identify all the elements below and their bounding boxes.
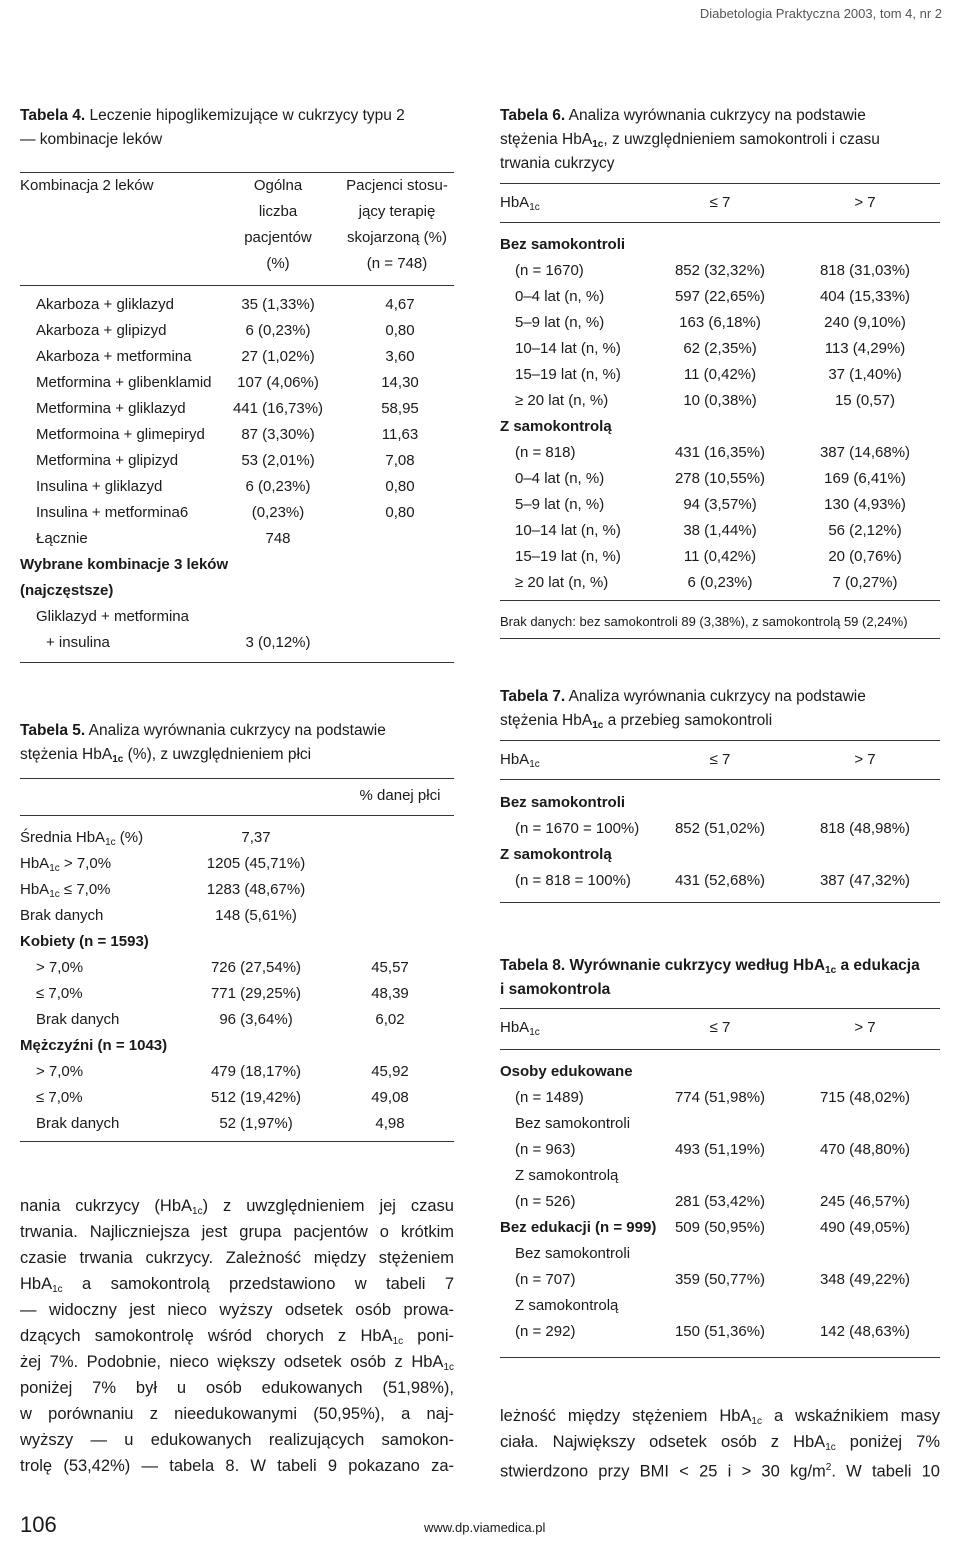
table4-row-share: 58,95 [381,400,419,417]
table8-title-text: Wyrównanie cukrzycy według HbA [565,957,826,974]
table5-row-value: 726 (27,54%) [210,959,302,976]
table6-row-v1: 11 (0,42%) [683,548,757,565]
table8-row-v1: 493 (51,19%) [674,1141,766,1158]
table4-title-label: Tabela 4. [20,107,86,124]
table6-row-v1: 94 (3,57%) [683,496,757,513]
table6-row-v2: 818 (31,03%) [819,262,911,279]
subscript: 1c [592,720,604,731]
table8-col0-text: HbA [500,1019,530,1036]
table8-row-v1: 774 (51,98%) [674,1089,766,1106]
table6-row-v2: 240 (9,10%) [824,314,906,331]
table6-title-label: Tabela 6. [500,107,566,124]
subscript: 1c [529,1027,540,1038]
table4-row-count: 35 (1,33%) [241,296,315,313]
page-number: 106 [20,1512,57,1537]
table8-row-label: (n = 707) [515,1271,576,1288]
table4-row-label: Insulina + metformina6 [36,504,189,521]
subscript: 1c [105,837,116,848]
table6-footnote: Brak danych: bez samokontroli 89 (3,38%), z samokontrolą 59 (2,24%) [500,614,908,629]
table7-col0-text: HbA [500,751,530,768]
table6-header-rule [500,222,940,223]
table5-row-label-text: HbA [20,855,50,872]
paragraph-line: w porównaniu z nieedukowanymi (50,95%), a naj- [20,1405,454,1423]
table7-title-label: Tabela 7. [500,688,566,705]
table4-row-share: 0,80 [385,322,415,339]
table5-row-share: 4,98 [375,1115,405,1132]
table6-row-label: 5–9 lat (n, %) [515,314,605,331]
table6-col0-header [500,194,540,212]
subscript: 1c [49,863,60,874]
table8-col1-header: ≤ 7 [709,1019,731,1036]
table6-row-v2: 7 (0,27%) [832,574,898,591]
table8-col2-header: > 7 [854,1019,876,1036]
body-paragraph-right [500,1403,940,1485]
table4-bottom-rule [20,662,454,663]
table4-section-label: (najczęstsze) [20,582,114,599]
paragraph-line: trolę (53,42%) — tabela 8. W tabeli 9 pokazano za- [20,1457,454,1475]
table8-row-v1: 359 (50,77%) [674,1271,766,1288]
table7-row-v1: 852 (51,02%) [674,820,766,837]
subscript: 1c [529,202,540,213]
table8-title-label: Tabela 8. [500,957,566,974]
table6-row-label: Z samokontrolą [500,418,612,435]
table4-col3-header: jący terapię [358,203,436,220]
table5-row-label [20,829,143,847]
table4-combo-label: Gliklazyd + metformina [36,608,189,625]
table4-col2-header: (%) [266,255,290,272]
table4-row-share: 0,80 [385,504,415,521]
table8-row-v2: 142 (48,63%) [819,1323,911,1340]
subscript: 1c [49,889,60,900]
table8-row-v2: 245 (46,57%) [819,1193,911,1210]
table5-row-value: 771 (29,25%) [210,985,302,1002]
table6-title-text: stężenia HbA [500,131,593,148]
table8-title-text: i samokontrola [500,981,611,998]
table5-bottom-rule [20,1141,454,1142]
paragraph-line: stwierdzono przy BMI < 25 i > 30 $kg/m^2$. W tabeli 10 [500,1462,940,1481]
table5-row-label-text: ≤ 7,0% [59,881,111,898]
table4-row-count: 53 (2,01%) [241,452,315,469]
table5-row-label: Brak danych [36,1011,120,1028]
table6-row-v2: 130 (4,93%) [824,496,906,513]
table4-col3-header: skojarzoną (%) [346,229,448,246]
table8-bottom-rule [500,1357,940,1358]
table6-row-v1: 597 (22,65%) [674,288,766,305]
table7-title-text: Analiza wyrównania cukrzycy na podstawie [565,688,866,705]
table5-row-value: 1283 (48,67%) [206,881,306,898]
subscript: 1c [529,759,540,770]
table7-row-v2: 818 (48,98%) [819,820,911,837]
table5-row-label: ≤ 7,0% [36,985,83,1002]
table6-row-label: 5–9 lat (n, %) [515,496,605,513]
table5-title [20,719,460,767]
body-paragraph-left [20,1193,454,1479]
table6-row-label: (n = 1670) [515,262,584,279]
subscript: 1c [112,754,124,765]
table4-section-label: Wybrane kombinacje 3 leków [20,556,229,573]
table5-row-value: 52 (1,97%) [219,1115,293,1132]
table4-row-count: 441 (16,73%) [232,400,324,417]
paragraph-line: ciała. Największy odsetek osób z HbA$_{1c}$ poniżej 7% [500,1433,940,1453]
table5-row-share: 45,57 [371,959,409,976]
table6-row-v2: 15 (0,57) [834,392,896,409]
table6-row-label: 10–14 lat (n, %) [515,522,621,539]
table5-title-text: Analiza wyrównania cukrzycy na podstawie [85,722,386,739]
table8-row-label: Bez samokontroli [515,1115,631,1132]
table4-combo-value: 3 (0,12%) [245,634,311,651]
table4-row-label: Insulina + gliklazyd [36,478,163,495]
paragraph-line: leżność między stężeniem HbA$_{1c}$ a wskaźnikiem masy [500,1407,940,1427]
table4-row-share: 7,08 [385,452,415,469]
table4-row-label: Łącznie [36,530,88,547]
table5-row-label [20,855,111,873]
table4-row-count: 107 (4,06%) [237,374,319,391]
table4-title-text: — kombinacje leków [20,131,163,148]
table6-row-v1: 163 (6,18%) [679,314,761,331]
table4-row-label: Metformina + gliklazyd [36,400,186,417]
table5-row-label-text: > 7,0% [59,855,112,872]
table4-col2-header: pacjentów [244,229,312,246]
table8-row-v1: 281 (53,42%) [674,1193,766,1210]
paragraph-line: czasie trwania cukrzycy. Zależność między stężeniem [20,1249,454,1267]
table5-row-value: 7,37 [241,829,271,846]
subscript: 1c [825,965,837,976]
table4-row-count: (0,23%) [251,504,305,521]
table8-row-v2: 490 (49,05%) [819,1219,911,1236]
table7-header-rule [500,779,940,780]
table6-row-label: 15–19 lat (n, %) [515,366,621,383]
table6-row-label: (n = 818) [515,444,576,461]
table4-top-rule [20,172,454,173]
table4-row-share: 4,67 [385,296,415,313]
table6-row-v2: 20 (0,76%) [828,548,902,565]
table6-row-v2: 56 (2,12%) [828,522,902,539]
table7-row-label: (n = 1670 = 100%) [515,820,640,837]
table6-title-text: , z uwzględnieniem samokontroli i czasu [603,131,880,148]
table4-row-label: Metformoina + glimepiryd [36,426,205,443]
table7-top-rule [500,740,940,741]
table5-title-label: Tabela 5. [20,722,86,739]
table4-row-count: 6 (0,23%) [245,322,311,339]
table5-top-rule [20,778,454,779]
table6-title-text: trwania cukrzycy [500,155,615,172]
table5-col-header: % danej płci [359,787,441,804]
table6-top-rule [500,183,940,184]
paragraph-line: wyższy — u edukowanych realizujących samokon- [20,1431,454,1449]
table4-col1-header: Kombinacja 2 leków [20,177,154,194]
table6-row-v1: 38 (1,44%) [683,522,757,539]
table5-title-text: stężenia HbA [20,746,113,763]
table4-header-rule [20,285,454,286]
table4-row-label: Akarboza + metformina [36,348,192,365]
table5-group-label: Kobiety (n = 1593) [20,933,149,950]
table5-row-label-text: Średnia HbA [20,829,106,846]
table8-row-v1: 509 (50,95%) [674,1219,766,1236]
table6-row-label: 10–14 lat (n, %) [515,340,621,357]
table5-row-label-text: (%) [115,829,144,846]
table4-col3-header: (n = 748) [366,255,428,272]
table6-col2-header: > 7 [854,194,876,211]
table6-col0-text: HbA [500,194,530,211]
table8-row-v2: 470 (48,80%) [819,1141,911,1158]
table5-row-label-text: HbA [20,881,50,898]
table6-row-label: ≥ 20 lat (n, %) [515,574,609,591]
table4-row-count: 27 (1,02%) [241,348,315,365]
table5-row-label: > 7,0% [36,959,84,976]
table6-row-v1: 6 (0,23%) [687,574,753,591]
table5-row-label: > 7,0% [36,1063,84,1080]
table6-row-v1: 278 (10,55%) [674,470,766,487]
table4-title [20,104,460,152]
table4-row-share: 0,80 [385,478,415,495]
paragraph-line: żej 7%. Podobnie, nieco większy odsetek osób z HbA$_{1c}$ [20,1353,454,1373]
table4-row-count: 87 (3,30%) [241,426,315,443]
table8-row-label: Bez edukacji (n = 999) [500,1219,657,1236]
table6-row-label: 15–19 lat (n, %) [515,548,621,565]
table8-row-label: (n = 963) [515,1141,576,1158]
table4-col3-header: Pacjenci stosu- [346,177,448,194]
table4-row-label: Akarboza + gliklazyd [36,296,174,313]
table7-title-text: stężenia HbA [500,712,593,729]
table4-row-count: 748 [265,530,291,547]
table8-row-v2: 348 (49,22%) [819,1271,911,1288]
table6-col1-header: ≤ 7 [709,194,731,211]
table7-title [500,685,950,733]
table4-row-label: Akarboza + glipizyd [36,322,167,339]
paragraph-line: HbA$_{1c}$ a samokontrolą przedstawiono w tabeli 7 [20,1275,454,1295]
table4-row-label: Metformina + glibenklamid [36,374,212,391]
table6-bottom-rule [500,600,940,601]
table6-row-v1: 11 (0,42%) [683,366,757,383]
table8-row-label: Bez samokontroli [515,1245,631,1262]
table6-row-label: 0–4 lat (n, %) [515,288,605,305]
table5-row-value: 479 (18,17%) [210,1063,302,1080]
table7-col1-header: ≤ 7 [709,751,731,768]
table4-row-share: 14,30 [381,374,419,391]
table8-row-label: Osoby edukowane [500,1063,633,1080]
table5-row-share: 49,08 [371,1089,409,1106]
table7-row-v2: 387 (47,32%) [819,872,911,889]
table6-row-v1: 62 (2,35%) [683,340,757,357]
table6-row-v2: 113 (4,29%) [824,340,906,357]
table8-row-v2: 715 (48,02%) [819,1089,911,1106]
table4-col2-header: Ogólna [253,177,303,194]
footer-url: www.dp.viamedica.pl [424,1520,546,1535]
table6-row-label: 0–4 lat (n, %) [515,470,605,487]
table5-row-share: 48,39 [371,985,409,1002]
paragraph-line: trwania. Najliczniejsza jest grupa pacjentów o krótkim [20,1223,454,1241]
table6-row-v2: 404 (15,33%) [819,288,911,305]
table7-row-v1: 431 (52,68%) [674,872,766,889]
table5-row-label [20,881,111,899]
table5-row-value: 96 (3,64%) [219,1011,293,1028]
table6-row-v2: 169 (6,41%) [824,470,906,487]
table7-col0-header [500,751,540,769]
table8-title-text: a edukacja [836,957,920,974]
table6-row-v2: 387 (14,68%) [819,444,911,461]
table6-row-v1: 852 (32,32%) [674,262,766,279]
table8-row-label: (n = 1489) [515,1089,584,1106]
table4-col2-header: liczba [258,203,298,220]
subscript: 1c [592,139,604,150]
table7-row-label: (n = 818 = 100%) [515,872,631,889]
table7-title-text: a przebieg samokontroli [603,712,773,729]
table8-title [500,954,950,1002]
table7-row-label: Bez samokontroli [500,794,626,811]
table8-row-v1: 150 (51,36%) [674,1323,766,1340]
table6-title [500,104,950,176]
table5-row-value: 148 (5,61%) [215,907,297,924]
table5-group-label: Mężczyźni (n = 1043) [20,1037,168,1054]
table5-row-share: 6,02 [375,1011,405,1028]
table8-row-label: Z samokontrolą [515,1297,619,1314]
table6-footnote-rule [500,638,940,639]
paragraph-line: poniżej 7% był u osób edukowanych (51,98%), [20,1379,454,1397]
table7-row-label: Z samokontrolą [500,846,612,863]
table4-row-share: 11,63 [381,426,419,443]
table6-row-label: ≥ 20 lat (n, %) [515,392,609,409]
table5-title-text: (%), z uwzględnieniem płci [123,746,312,763]
table5-header-rule [20,815,454,816]
table8-row-label: (n = 292) [515,1323,576,1340]
paragraph-line: — widoczny jest nieco wyższy odsetek osób prowa- [20,1301,454,1319]
table5-row-value: 1205 (45,71%) [206,855,306,872]
table6-row-v1: 10 (0,38%) [683,392,757,409]
table5-row-label: Brak danych [36,1115,120,1132]
table6-row-v1: 431 (16,35%) [674,444,766,461]
table8-row-label: Z samokontrolą [515,1167,619,1184]
table4-row-label: Metformina + glipizyd [36,452,179,469]
table8-header-rule [500,1049,940,1050]
paragraph-line: dzących samokontrolę wśród chorych z HbA$_{1c}$ poni- [20,1327,454,1347]
table7-bottom-rule [500,902,940,903]
table5-row-label [20,907,103,925]
table4-row-count: 6 (0,23%) [245,478,311,495]
table6-row-v2: 37 (1,40%) [828,366,902,383]
paragraph-line: nania cukrzycy (HbA$_{1c}$) z uwzględnieniem jej czasu [20,1197,454,1217]
table6-title-text: Analiza wyrównania cukrzycy na podstawie [565,107,866,124]
table6-row-label: Bez samokontroli [500,236,626,253]
table7-col2-header: > 7 [854,751,876,768]
table5-row-label: ≤ 7,0% [36,1089,83,1106]
table5-row-share: 45,92 [371,1063,409,1080]
table5-row-value: 512 (19,42%) [210,1089,302,1106]
table5-row-label-text: Brak danych [20,907,104,924]
table8-row-label: (n = 526) [515,1193,576,1210]
table4-title-text: Leczenie hipoglikemizujące w cukrzycy typu 2 [85,107,405,124]
table8-col0-header [500,1019,540,1037]
table4-combo-label: + insulina [46,634,110,651]
table4-row-share: 3,60 [385,348,415,365]
running-header: Diabetologia Praktyczna 2003, tom 4, nr 2 [699,6,942,21]
table8-top-rule [500,1008,940,1009]
